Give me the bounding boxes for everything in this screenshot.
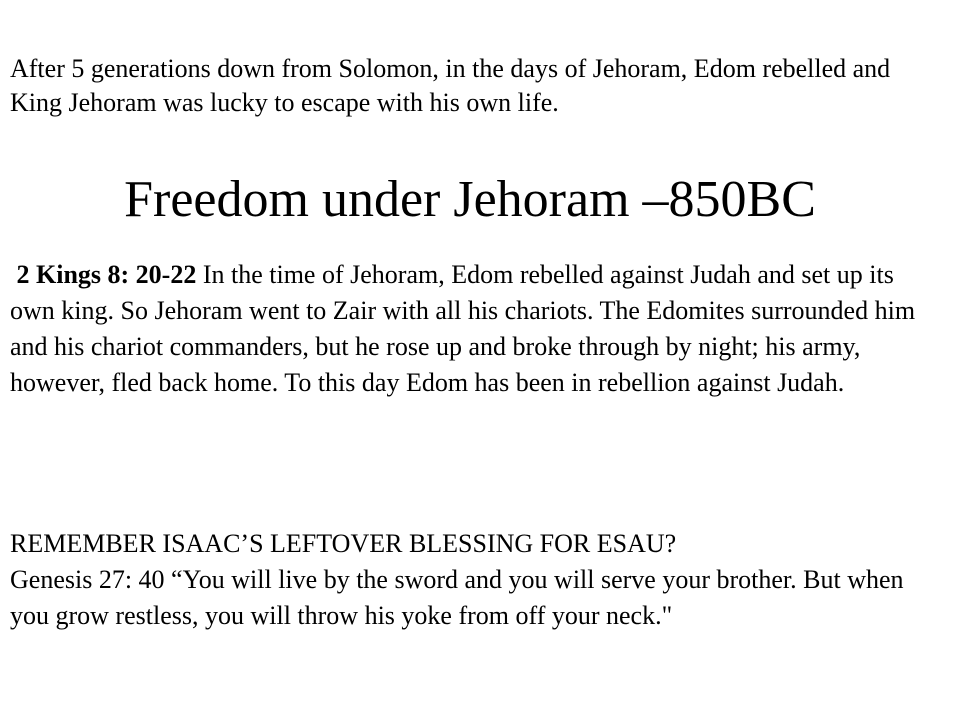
intro-paragraph: After 5 generations down from Solomon, in the days of Jehoram, Edom rebelled and King Jehoram was lucky to escape with his own life. <box>10 54 891 117</box>
scripture-reference: 2 Kings 8: 20-22 <box>16 260 197 289</box>
genesis-quote: Genesis 27: 40 “You will live by the sword and you will serve your brother. But when you grow restless, you will throw his yoke from off your neck." <box>10 565 904 630</box>
scripture-paragraph <box>10 257 930 401</box>
remember-heading: REMEMBER ISAAC’S LEFTOVER BLESSING FOR ESAU? <box>10 529 677 558</box>
slide-title: Freedom under Jehoram –850BC <box>124 171 816 228</box>
remember-paragraph <box>10 526 930 634</box>
scripture-text: In the time of Jehoram, Edom rebelled against Judah and set up its own king. So Jehoram went to Zair with all his chariots. The Edomites surrounded him and his chariot commanders, but he rose up and broke through by night; his army, however, fled back home. To this day Edom has been in rebellion against Judah. <box>10 260 916 397</box>
